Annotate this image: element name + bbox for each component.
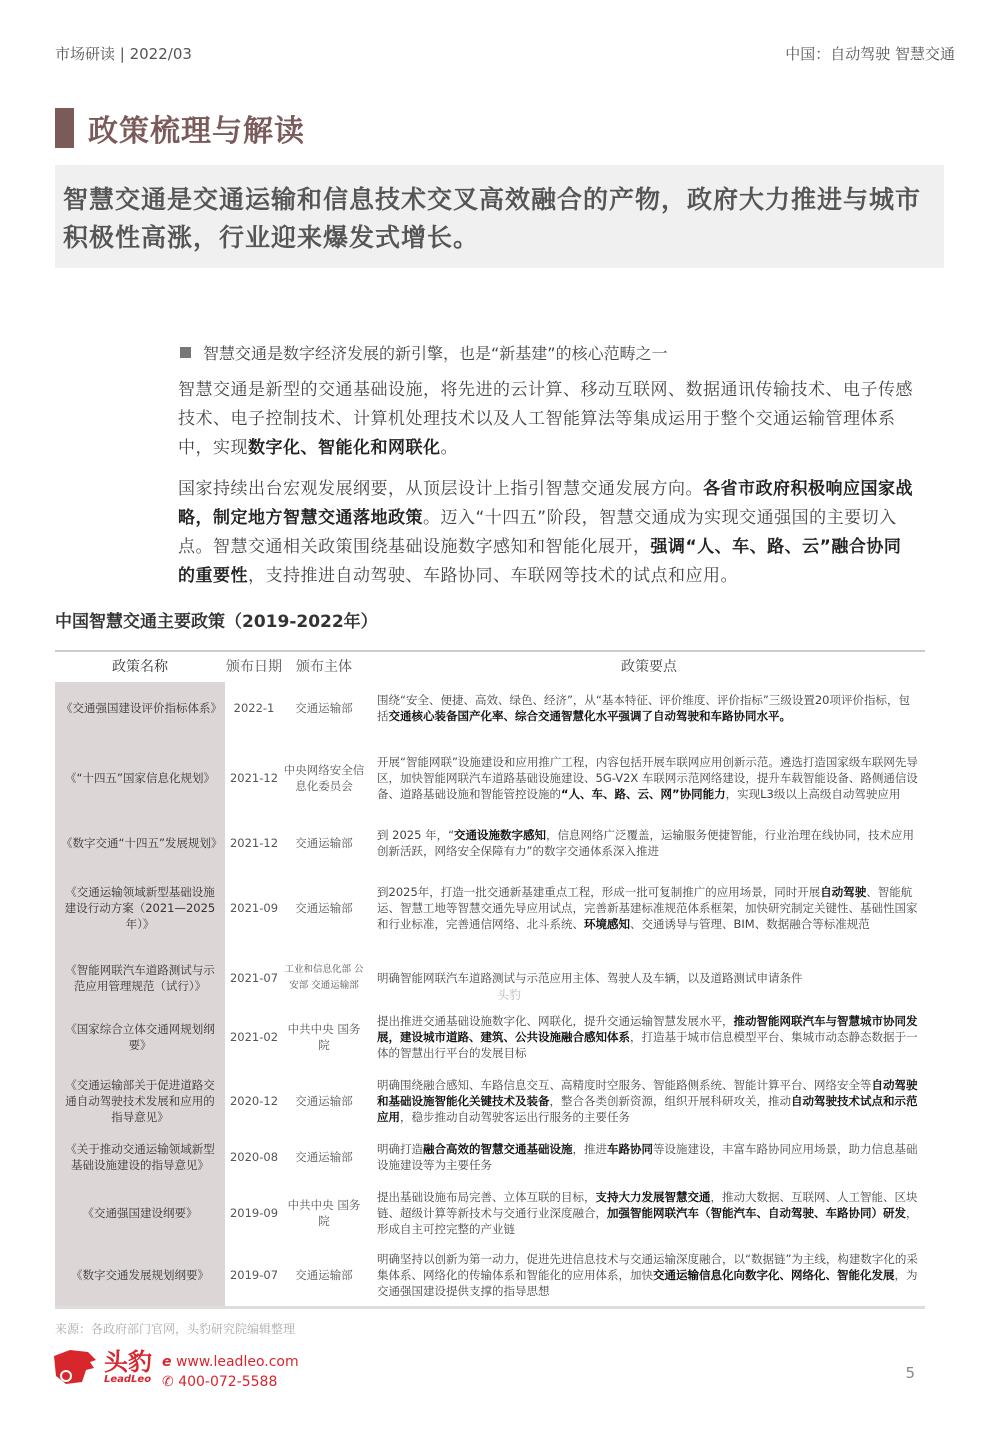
- text-run: ，支持推进自动驾驶、车路协同、车联网等技术的试点和应用。: [248, 566, 738, 586]
- text-run: ，打造基于城市信息模型平台、集城市动态静态数据于一体的智慧出行平台的发展目标: [377, 1029, 918, 1060]
- policy-points: [365, 1189, 925, 1237]
- policy-issuer: 交通运输部: [295, 836, 353, 850]
- policy-issuer: 中共中央 国务院: [287, 1021, 361, 1052]
- policy-table: [55, 650, 925, 1309]
- contact-info: [162, 1352, 299, 1392]
- text-run: ，整合各类创新资源，组织开展科研攻关，推动: [549, 1093, 791, 1108]
- section-marker: [55, 108, 74, 148]
- policy-name: 《关于推动交通运输领域新型基础设施建设的指导意见》: [55, 1132, 225, 1182]
- text-run: 明确智能网联汽车道路测试与示范应用主体、驾驶人及车辆，以及道路测试申请条件: [377, 971, 803, 985]
- table-header-row: [55, 652, 925, 682]
- bold-text: 加强智能网联汽车（智能汽车、自动驾驶、车路协同）研发: [607, 1206, 906, 1220]
- policy-issuer: 中共中央 国务院: [287, 1198, 361, 1228]
- text-run: 等设施建设，丰富车路协同应用场景，助力信息基础设施建设等为主要任务: [377, 1142, 918, 1172]
- text-run: 明确打造: [377, 1142, 423, 1156]
- text-run: ，实现L3级以上高级自动驾驶应用: [725, 787, 901, 801]
- policy-name: 《交通强国建设评价指标体系》: [55, 682, 225, 734]
- policy-points: [365, 884, 925, 932]
- table-row: [55, 1244, 925, 1306]
- policy-points: [365, 827, 925, 859]
- policy-name: 《智能网联汽车道路测试与示范应用管理规范（试行）》: [55, 952, 225, 1004]
- paragraph-2: [178, 475, 918, 591]
- header-name: 政策名称: [55, 652, 225, 682]
- section-heading: [55, 108, 305, 148]
- website-link[interactable]: www.leadleo.com: [175, 1354, 299, 1370]
- bold-text: 自动驾驶和基础设施智能化关键技术及装备: [377, 1077, 918, 1108]
- policy-points: [365, 970, 925, 986]
- text-run: 、智能航运、智慧工地等智慧交通先导应用试点，完善新基建标准规范体系框架，加快研究制定关键性、基础性国家和行业标准，完善通信网络、北斗系统、: [377, 885, 918, 931]
- policy-name: 《国家综合立体交通网规划纲要》: [55, 1004, 225, 1069]
- phone-icon: ✆: [162, 1374, 174, 1390]
- policy-date: 2021-07: [229, 971, 279, 985]
- phone-number: 400-072-5588: [178, 1374, 278, 1390]
- bold-text: 融合高效的智慧交通基础设施: [423, 1142, 573, 1156]
- bold-text: 交通核心装备国产化率、综合交通智慧化水平强调了自动驾驶和车路协同水平。: [388, 709, 791, 723]
- leopard-logo-icon: [52, 1348, 98, 1386]
- paragraph-1: [178, 376, 918, 463]
- table-row: [55, 822, 925, 864]
- bold-text: 强调“人、车、路、云”融合协同的重要性: [178, 537, 902, 586]
- policy-issuer: 交通运输部: [295, 1268, 353, 1282]
- policy-points: [365, 1077, 925, 1125]
- header-date: 颁布日期: [226, 659, 282, 675]
- policy-name: 《交通运输部关于促进道路交通自动驾驶技术发展和应用的指导意见》: [55, 1069, 225, 1132]
- policy-issuer: 中央网络安全信息化委员会: [283, 763, 365, 793]
- bold-text: 环境感知: [584, 917, 630, 931]
- table-row: [55, 1069, 925, 1132]
- bold-text: 支持大力发展智慧交通: [595, 1190, 711, 1204]
- policy-date: 2019-09: [229, 1206, 279, 1220]
- header-left: 市场研读 | 2022/03: [55, 45, 192, 63]
- text-run: ，推动大数据、互联网、人工智能、区块链、超级计算等新技术与交通行业深度融合，: [377, 1190, 918, 1220]
- policy-name: 《交通强国建设纲要》: [55, 1182, 225, 1244]
- source-note: 来源：各政府部门官网，头豹研究院编辑整理: [55, 1322, 296, 1336]
- bold-text: 交通设施数字感知: [454, 828, 547, 842]
- bold-text: 各省市政府积极响应国家战略，制定地方智慧交通落地政策: [178, 479, 913, 528]
- policy-date: 2021-12: [229, 836, 279, 850]
- text-run: ，推进: [572, 1142, 607, 1156]
- policy-date: 2021-12: [229, 771, 279, 785]
- policy-points: [365, 692, 925, 724]
- policy-date: 2020-08: [229, 1150, 279, 1164]
- logo-cn: 头豹: [104, 1347, 152, 1376]
- page-number: 5: [905, 1364, 915, 1382]
- text-run: 提出基础设施布局完善、立体互联的目标，: [377, 1190, 596, 1204]
- policy-name: 《“十四五”国家信息化规划》: [55, 734, 225, 822]
- policy-points: [365, 1013, 925, 1061]
- policy-points: [365, 1141, 925, 1173]
- header-right: 中国：自动驾驶 智慧交通: [785, 45, 955, 63]
- text-run: ，信息网络广泛覆盖，运输服务便捷智能，行业治理在线协同，技术应用创新活跃，网络安全保障有力”的数字交通体系深入推进: [377, 828, 915, 858]
- policy-date: 2019-07: [229, 1268, 279, 1282]
- table-row: [55, 1132, 925, 1182]
- policy-date: 2022-1: [233, 701, 275, 715]
- text-run: 国家持续出台宏观发展纲要，从顶层设计上指引智慧交通发展方向。: [178, 479, 703, 499]
- policy-points: [365, 1251, 925, 1299]
- web-icon: e: [162, 1354, 172, 1370]
- table-row: [55, 952, 925, 1004]
- text-run: 明确围绕融合感知、车路信息交互、高精度时空服务、智能路侧系统、智能计算平台、网络安全等: [377, 1077, 872, 1092]
- text-run: 智慧交通是新型的交通基础设施，将先进的云计算、移动互联网、数据通讯传输技术、电子传感技术、电子控制技术、计算机处理技术以及人工智能算法等集成运用于整个交通运输管理体系中，实现: [178, 380, 913, 458]
- text-run: 、交通诱导与管理、BIM、数据融合等标准规范: [630, 917, 870, 931]
- text-run: 到 2025 年，“: [377, 828, 455, 842]
- text-run: 到2025年，打造一批交通新基建重点工程，形成一批可复制推广的应用场景，同时开展: [377, 885, 821, 899]
- table-title: 中国智慧交通主要政策（2019-2022年）: [55, 612, 378, 632]
- policy-name: 《交通运输领域新型基础设施建设行动方案（2021—2025年）》: [55, 864, 225, 952]
- bold-text: 自动驾驶技术试点和示范应用: [377, 1093, 918, 1124]
- bold-text: 数字化、智能化和网联化: [248, 438, 441, 458]
- bold-text: 推动智能网联汽车与智慧城市协同发展，建设城市道路、建筑、公共设施融合感知体系: [377, 1013, 918, 1044]
- bold-text: 交通运输信息化向数字化、网络化、智能化发展: [653, 1268, 895, 1282]
- bullet-heading: [180, 341, 668, 364]
- square-bullet-icon: [180, 347, 191, 358]
- table-row: [55, 682, 925, 734]
- policy-date: 2021-09: [229, 901, 279, 915]
- text-run: ，稳步推动自动驾驶客运出行服务的主要任务: [400, 1109, 630, 1124]
- text-run: ，形成自主可控完整的产业链: [377, 1206, 918, 1236]
- policy-points: [365, 754, 925, 802]
- bold-text: 自动驾驶: [820, 885, 867, 899]
- header-points: 政策要点: [621, 659, 677, 675]
- watermark: 头豹: [497, 988, 522, 1002]
- text-run: 。: [440, 438, 458, 458]
- table-row: [55, 1182, 925, 1244]
- policy-date: 2021-02: [229, 1029, 279, 1044]
- policy-issuer: 交通运输部: [295, 1093, 353, 1108]
- policy-date: 2020-12: [229, 1093, 279, 1108]
- summary-banner: 智慧交通是交通运输和信息技术交叉高效融合的产物，政府大力推进与城市积极性高涨，行业迎来爆发式增长。: [55, 165, 944, 268]
- text-run: 。迈入“十四五”阶段，智慧交通成为实现交通强国的主要切入点。智慧交通相关政策围绕基础设施数字感知和智能化展开，: [178, 508, 897, 557]
- text-run: ，为交通强国建设提供支撑的指导思想: [377, 1268, 918, 1298]
- policy-issuer: 工业和信息化部 公安部 交通运输部: [284, 964, 364, 991]
- bold-text: 车路协同: [607, 1142, 653, 1156]
- leadleo-logo: [52, 1348, 152, 1386]
- table-row: [55, 864, 925, 952]
- table-row: [55, 734, 925, 822]
- text-run: 明确坚持以创新为第一动力，促进先进信息技术与交通运输深度融合，以“数据链”为主线，构建数字化的采集体系、网络化的传输体系和智能化的应用体系，加快: [377, 1252, 918, 1282]
- policy-issuer: 交通运输部: [295, 901, 353, 915]
- section-title: 政策梳理与解读: [88, 114, 305, 149]
- bullet-text: 智慧交通是数字经济发展的新引擎，也是“新基建”的核心范畴之一: [203, 344, 668, 363]
- policy-issuer: 交通运输部: [295, 701, 353, 715]
- text-run: 围绕“安全、便捷、高效、绿色、经济”，从“基本特征、评价维度、评价指标”三级设置20项评价指标，包括: [377, 693, 910, 723]
- text-run: 提出推进交通基础设施数字化、网联化，提升交通运输智慧发展水平，: [377, 1013, 734, 1028]
- policy-name: 《数字交通“十四五”发展规划》: [55, 822, 225, 864]
- header-body: 颁布主体: [296, 659, 352, 675]
- logo-en: LeadLeo: [104, 1373, 152, 1385]
- policy-name: 《数字交通发展规划纲要》: [55, 1244, 225, 1306]
- table-row: [55, 1004, 925, 1069]
- bold-text: “人、车、路、云、网”协同能力: [561, 787, 726, 801]
- text-run: 开展“智能网联”设施建设和应用推广工程，内容包括开展车联网应用创新示范。遴选打造国家级车联网先导区，加快智能网联汽车道路基础设施建设、5G-V2X 车联网示范网络建设，提升车载智能设备、路侧通信设备、道路基础设施和智能管控设施的: [377, 755, 918, 801]
- policy-issuer: 交通运输部: [295, 1150, 353, 1164]
